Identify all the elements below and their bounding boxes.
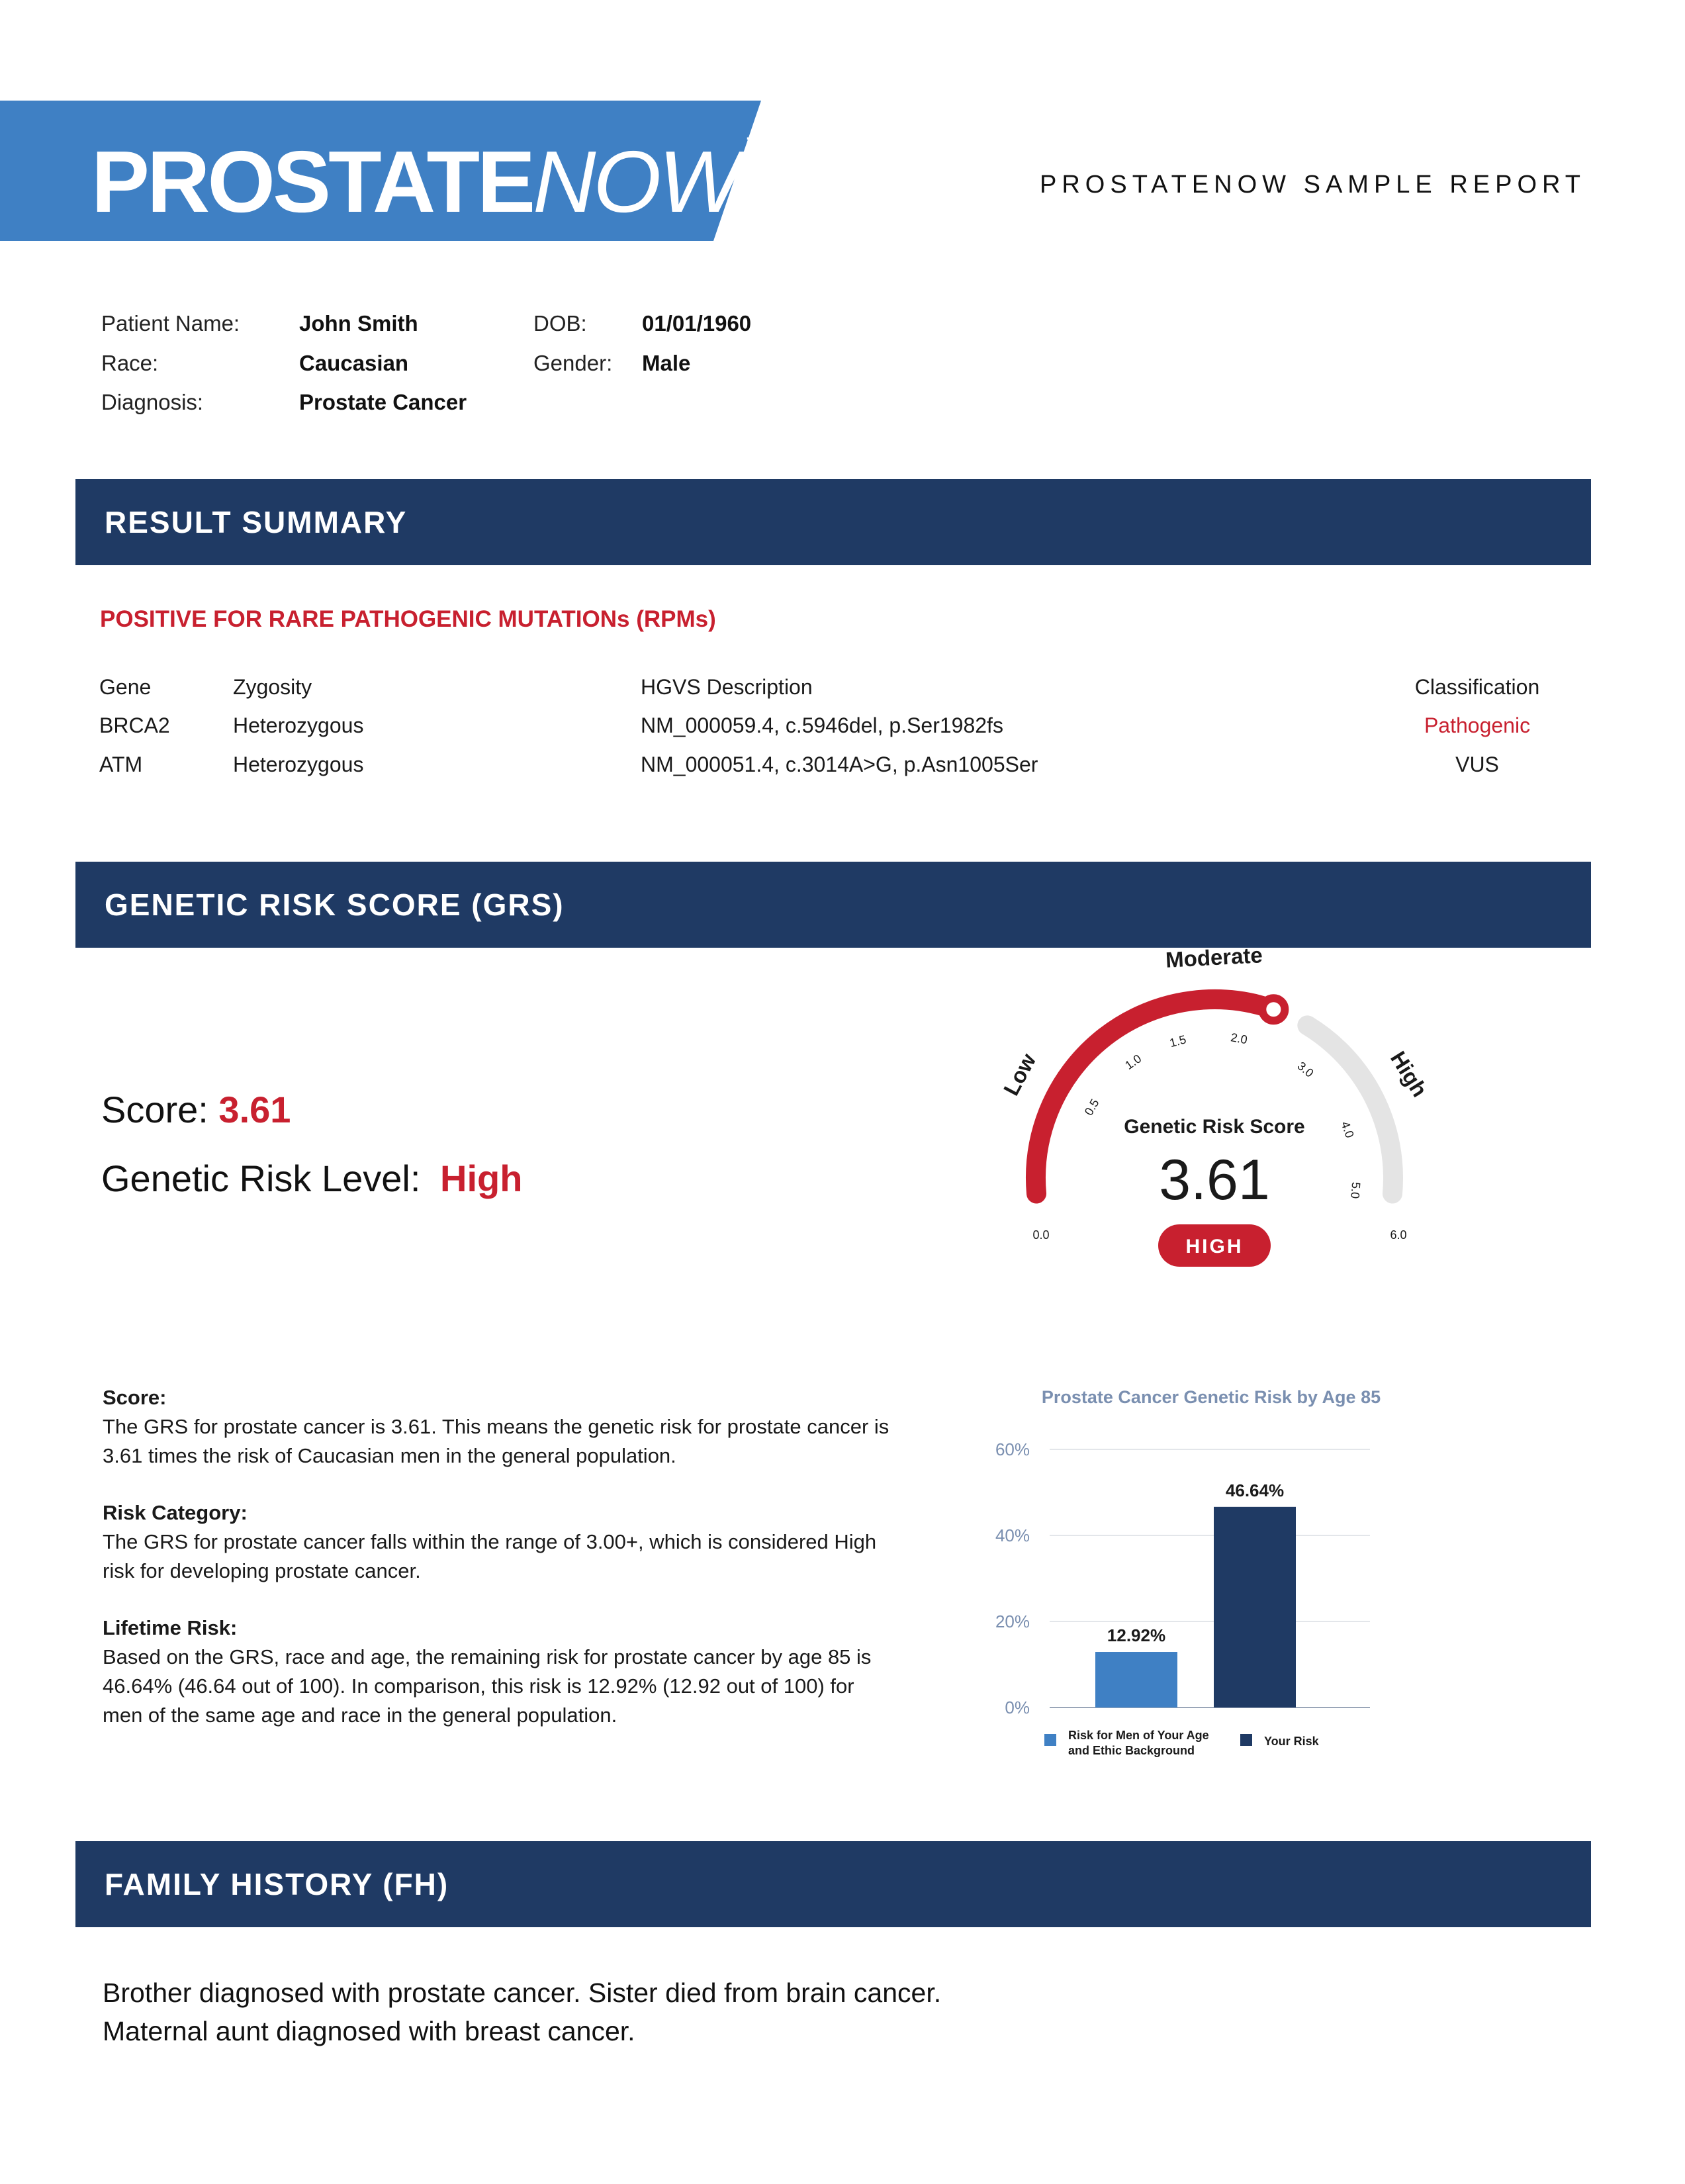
- gauge-value: 3.61: [1159, 1148, 1270, 1212]
- score-line: [101, 1088, 291, 1131]
- gauge-marker: [1262, 998, 1285, 1021]
- grs-title: GENETIC RISK SCORE (GRS): [105, 887, 565, 922]
- risk-category-text: The GRS for prostate cancer falls within the range of 3.00+, which is considered High risk for developing prostate cancer.: [103, 1530, 877, 1582]
- lifetime-risk-explanation: [103, 1614, 897, 1730]
- chart-bars: [1095, 1480, 1296, 1707]
- gauge-tick-label: 6.0: [1390, 1228, 1407, 1242]
- logo-strong-text: PROSTATE: [91, 133, 533, 230]
- score-explanation: [103, 1383, 897, 1471]
- gauge-tick-label: 4.0: [1338, 1119, 1357, 1140]
- score-value: 3.61: [218, 1089, 291, 1130]
- gauge-tick-label: 0.0: [1032, 1228, 1050, 1242]
- gauge-tick-label: 1.5: [1167, 1032, 1188, 1050]
- table-row-hgvs: NM_000059.4, c.5946del, p.Ser1982fs: [641, 713, 1003, 737]
- legend-swatch-your-risk: [1240, 1734, 1252, 1746]
- y-tick-label: 20%: [995, 1612, 1030, 1631]
- score-explanation-heading: Score:: [103, 1386, 167, 1409]
- column-header-hgvs: HGVS Description: [641, 675, 813, 699]
- table-row-classification: VUS: [1455, 752, 1499, 776]
- risk-level-label: Genetic Risk Level:: [101, 1158, 421, 1199]
- race-value: Caucasian: [299, 351, 409, 375]
- score-explanation-text: The GRS for prostate cancer is 3.61. This means the genetic risk for prostate cancer is 3.61 times the risk of Caucasian men in the general population.: [103, 1415, 889, 1467]
- column-header-gene: Gene: [99, 675, 152, 699]
- report-title: PROSTATENOW SAMPLE REPORT: [1040, 171, 1586, 199]
- gauge-zone-label: Low: [998, 1049, 1041, 1100]
- table-row-classification: Pathogenic: [1424, 713, 1531, 737]
- prostatenow-logo: [91, 130, 778, 232]
- table-row-gene: ATM: [99, 752, 143, 776]
- legend-label-population-line2: and Ethic Background: [1068, 1744, 1195, 1757]
- bar-value-label: 12.92%: [1107, 1625, 1166, 1646]
- gauge-tick-label: 5.0: [1348, 1181, 1363, 1199]
- gauge-tick-label: 1.0: [1122, 1052, 1144, 1073]
- gauge-zone-label: High: [1385, 1046, 1433, 1101]
- table-row-zygosity: Heterozygous: [233, 713, 364, 737]
- y-tick-label: 0%: [1005, 1698, 1030, 1717]
- legend-label-your-risk: Your Risk: [1264, 1735, 1319, 1748]
- race-label: Race:: [101, 351, 159, 375]
- gauge-badge-label: HIGH: [1185, 1236, 1244, 1257]
- positive-mutations-title: POSITIVE FOR RARE PATHOGENIC MUTATIONs (RPMs): [100, 606, 716, 632]
- y-tick-label: 60%: [995, 1439, 1030, 1459]
- dob-label: DOB:: [533, 311, 587, 336]
- legend-swatch-population: [1044, 1734, 1056, 1746]
- family-history-line: Maternal aunt diagnosed with breast cancer.: [103, 2016, 635, 2046]
- risk-bar-chart: [993, 1377, 1456, 1774]
- family-history-text: [103, 1974, 1426, 2050]
- table-row-hgvs: NM_000051.4, c.3014A>G, p.Asn1005Ser: [641, 752, 1038, 776]
- gauge-zone-label: Moderate: [1165, 942, 1263, 972]
- diagnosis-value: Prostate Cancer: [299, 390, 467, 414]
- y-tick-label: 40%: [995, 1525, 1030, 1545]
- risk-level-value: High: [440, 1158, 523, 1199]
- result-summary-title: RESULT SUMMARY: [105, 505, 408, 539]
- patient-name-label: Patient Name:: [101, 311, 240, 336]
- chart-title: Prostate Cancer Genetic Risk by Age 85: [1041, 1387, 1381, 1407]
- gender-value: Male: [642, 351, 691, 375]
- patient-name-value: John Smith: [299, 311, 418, 336]
- score-label: Score:: [101, 1089, 208, 1130]
- diagnosis-label: Diagnosis:: [101, 390, 204, 414]
- chart-bar: [1095, 1652, 1177, 1707]
- family-history-title: FAMILY HISTORY (FH): [105, 1867, 449, 1901]
- gauge-tick-label: 3.0: [1295, 1059, 1316, 1080]
- column-header-classification: Classification: [1414, 675, 1540, 699]
- gauge-title: Genetic Risk Score: [1124, 1116, 1305, 1138]
- gauge-track: [1307, 1025, 1393, 1193]
- family-history-header: [75, 1841, 1591, 1927]
- bar-value-label: 46.64%: [1225, 1480, 1285, 1500]
- lifetime-risk-heading: Lifetime Risk:: [103, 1616, 238, 1639]
- table-row-zygosity: Heterozygous: [233, 752, 364, 776]
- risk-level-line: [101, 1157, 522, 1200]
- dob-value: 01/01/1960: [642, 311, 752, 336]
- logo-light-text: NOW: [533, 133, 739, 230]
- lifetime-risk-text: Based on the GRS, race and age, the remaining risk for prostate cancer by age 85 is 46.64% (46.64 out of 100). In comparison, this risk is 12.92% (12.92 out of 100) for men of the same age and race in the general population.: [103, 1645, 872, 1727]
- legend-label-population-line1: Risk for Men of Your Age: [1068, 1729, 1209, 1742]
- column-header-zygosity: Zygosity: [233, 675, 312, 699]
- gender-label: Gender:: [533, 351, 613, 375]
- gauge-tick-label: 2.0: [1230, 1030, 1249, 1047]
- risk-score-gauge: [960, 942, 1476, 1330]
- chart-gridlines: [995, 1439, 1370, 1717]
- risk-category-explanation: [103, 1498, 897, 1586]
- trademark-symbol: ™: [745, 130, 778, 167]
- chart-bar: [1214, 1507, 1296, 1707]
- risk-category-heading: Risk Category:: [103, 1501, 248, 1524]
- chart-legend: [1044, 1729, 1320, 1757]
- table-row-gene: BRCA2: [99, 713, 170, 737]
- family-history-line: Brother diagnosed with prostate cancer. Sister died from brain cancer.: [103, 1978, 942, 2008]
- result-summary-header: [75, 479, 1591, 565]
- gauge-tick-label: 0.5: [1081, 1097, 1102, 1118]
- grs-header: [75, 862, 1591, 948]
